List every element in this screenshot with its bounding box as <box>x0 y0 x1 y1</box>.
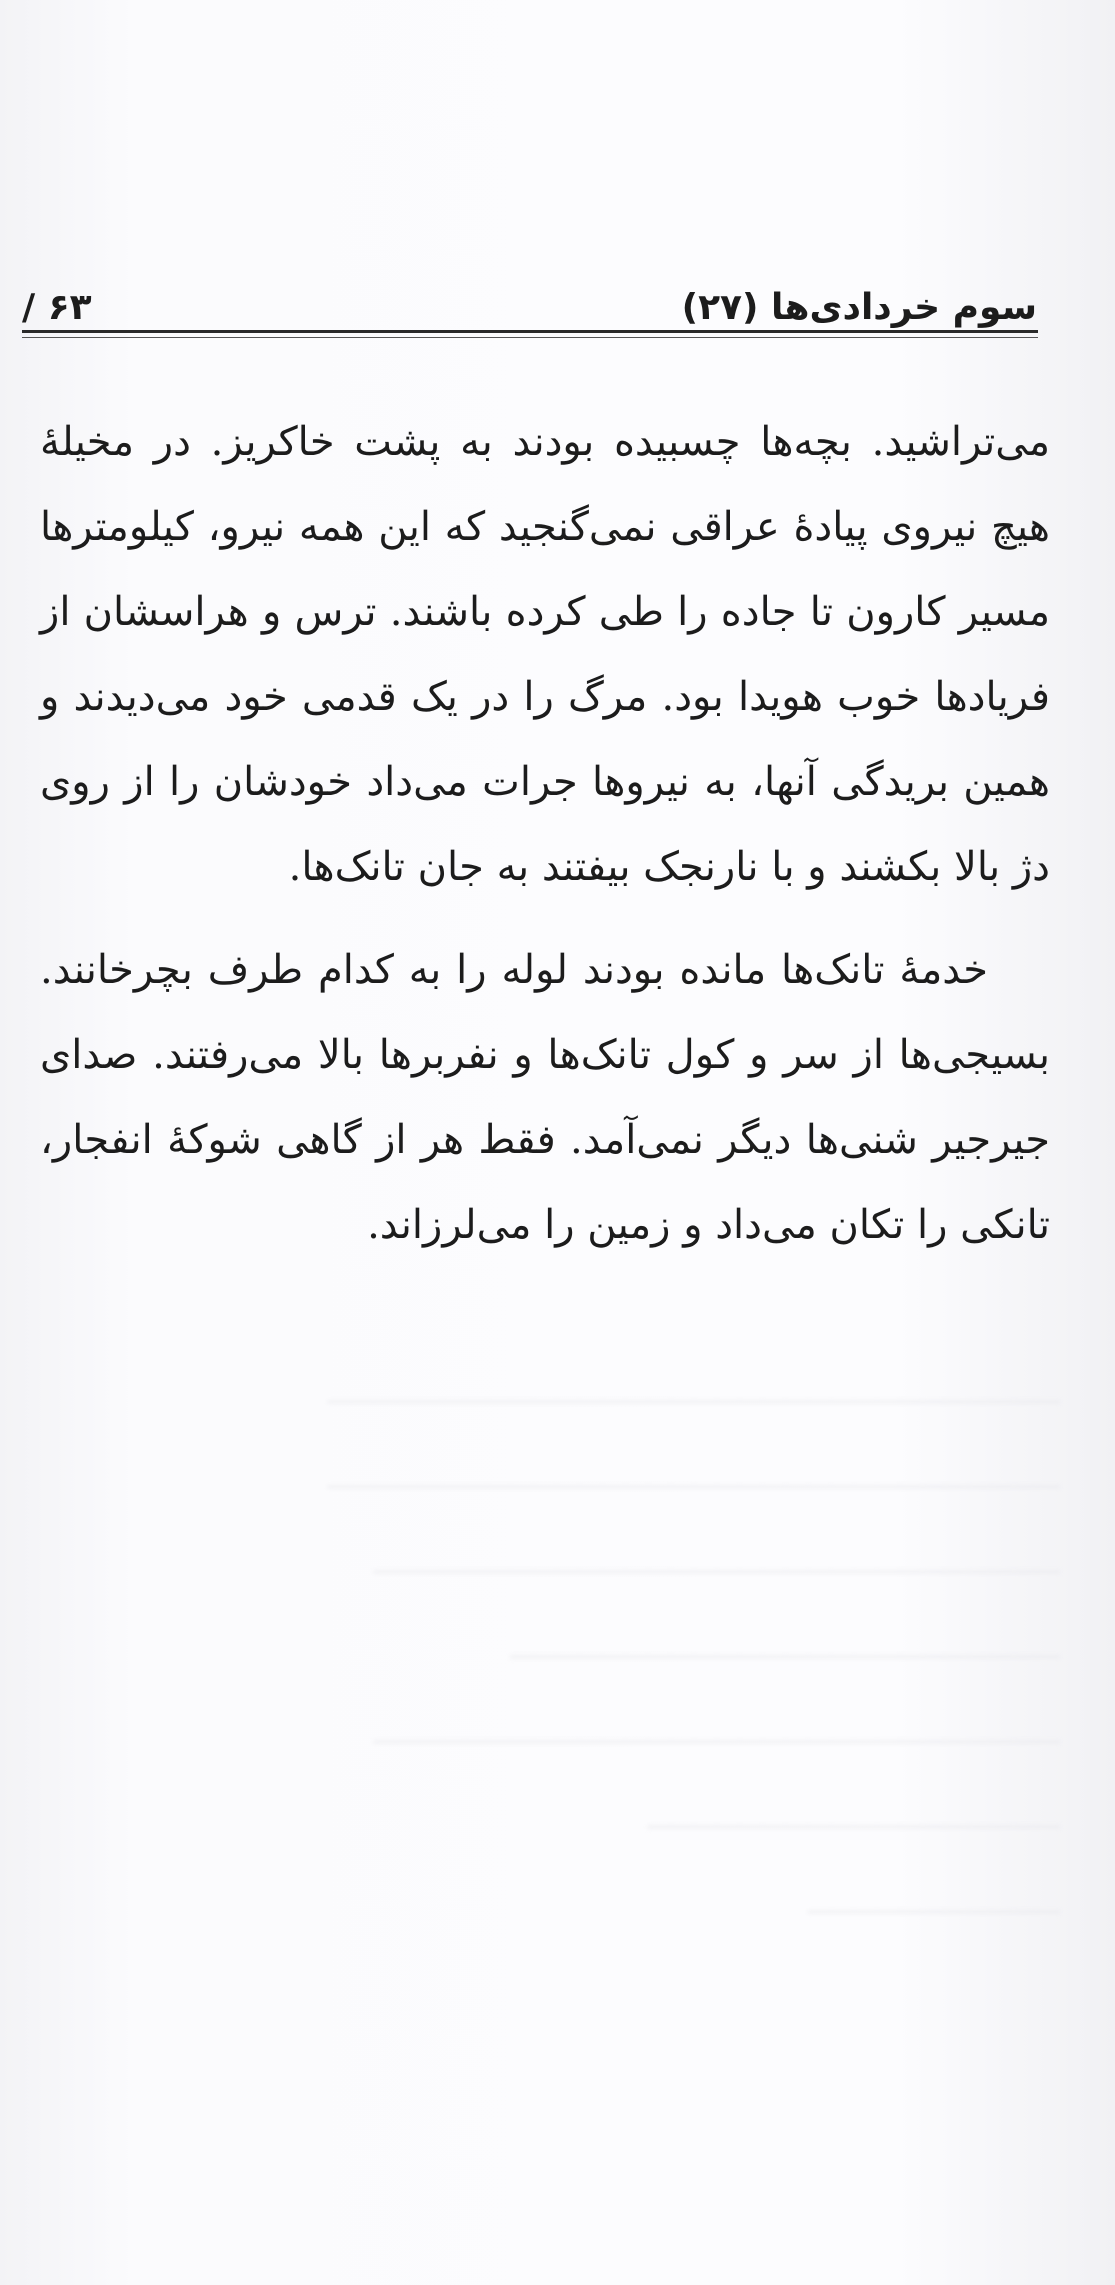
ghost-line: ──────────────────────── <box>510 1635 1060 1679</box>
page-number: ۶۳ <box>47 287 92 328</box>
ghost-line: ────────────────── <box>648 1805 1060 1849</box>
header-separator: / <box>22 287 36 328</box>
paragraph-1: می‌تراشید. بچه‌ها چسبیده بودند به پشت خاکریز. در مخیلهٔ هیچ نیروی پیادهٔ عراقی نمی‌گنجید که این همه نیرو، کیلومترها مسیر کارون تا جاده را طی کرده باشند. ترس و هراسشان از فریادها خوب هویدا بود. مرگ را در یک قدمی خود می‌دیدند و همین بریدگی آنها، به نیروها جرات می‌داد خودشان را از روی دژ بالا بکشند و با نارنجک بیفتند به جان تانک‌ها. <box>40 419 1050 890</box>
ghost-line: ──────────────────────────────── <box>327 1380 1060 1424</box>
ghost-line: ────────────────────────────── <box>373 1720 1060 1764</box>
ghost-line: ──────────────────────────────── <box>327 1465 1060 1509</box>
show-through-text <box>40 1360 1060 1955</box>
chapter-title: سوم خردادی‌ها (۲۷) <box>681 287 1037 328</box>
header-rule-thick <box>22 330 1038 333</box>
ghost-line: ─────────── <box>808 1890 1060 1934</box>
ghost-line: ────────────────────────────── <box>373 1550 1060 1594</box>
header-rule-thin <box>22 337 1038 338</box>
paragraph-2: خدمهٔ تانک‌ها مانده بودند لوله را به کدام طرف بچرخانند. بسیجی‌ها از سر و کول تانک‌ها و نفربرها بالا می‌رفتند. صدای جیرجیر شنی‌ها دیگر نمی‌آمد. فقط هر از گاهی شوکهٔ انفجار، تانکی را تکان می‌داد و زمین را می‌لرزاند. <box>40 947 1050 1248</box>
page-number-group <box>22 286 92 330</box>
body-text <box>40 400 1050 1286</box>
